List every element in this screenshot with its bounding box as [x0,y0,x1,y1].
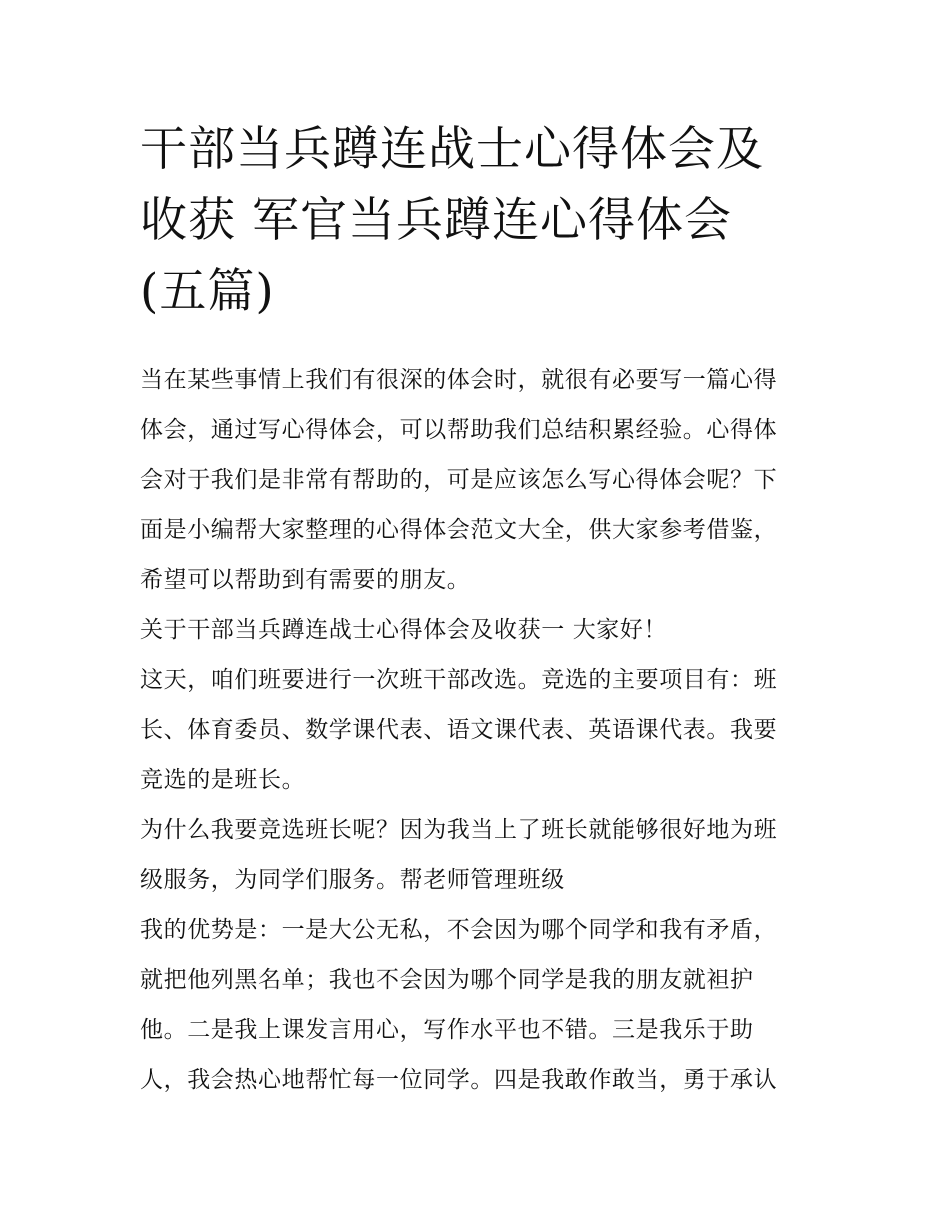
intro-paragraph [140,355,820,605]
text-line: 会对于我们是非常有帮助的，可是应该怎么写心得体会呢？下 [140,467,778,493]
text-line: 就把他列黑名单；我也不会因为哪个同学是我的朋友就袒护 [140,967,754,993]
text-line: 长、体育委员、数学课代表、语文课代表、英语课代表。我要 [140,717,778,743]
text-line: 关于干部当兵蹲连战士心得体会及收获一 大家好！ [140,617,668,643]
body-paragraph [140,905,820,1105]
title-line: 干部当兵蹲连战士心得体会及 [140,122,764,177]
text-line: 体会，通过写心得体会，可以帮助我们总结积累经验。心得体 [140,417,778,443]
text-line: 当在某些事情上我们有很深的体会时，就很有必要写一篇心得 [140,367,778,393]
title-line: 收获 军官当兵蹲连心得体会 [140,193,732,248]
text-line: 级服务，为同学们服务。帮老师管理班级 [140,867,565,893]
text-line: 希望可以帮助到有需要的朋友。 [140,567,471,593]
text-line: 为什么我要竞选班长呢？因为我当上了班长就能够很好地为班 [140,817,778,843]
title-line: (五篇) [140,264,275,319]
text-line: 面是小编帮大家整理的心得体会范文大全，供大家参考借鉴， [140,517,778,543]
document-title [140,114,820,327]
document-body [140,355,820,1105]
text-line: 他。二是我上课发言用心，写作水平也不错。三是我乐于助 [140,1017,754,1043]
text-line: 人，我会热心地帮忙每一位同学。四是我敢作敢当，勇于承认 [140,1067,778,1093]
body-paragraph [140,655,820,805]
text-line: 竞选的是班长。 [140,767,306,793]
text-line: 我的优势是：一是大公无私，不会因为哪个同学和我有矛盾， [140,917,778,943]
text-line: 这天，咱们班要进行一次班干部改选。竞选的主要项目有：班 [140,667,778,693]
section-heading-paragraph [140,605,820,655]
body-paragraph [140,805,820,905]
